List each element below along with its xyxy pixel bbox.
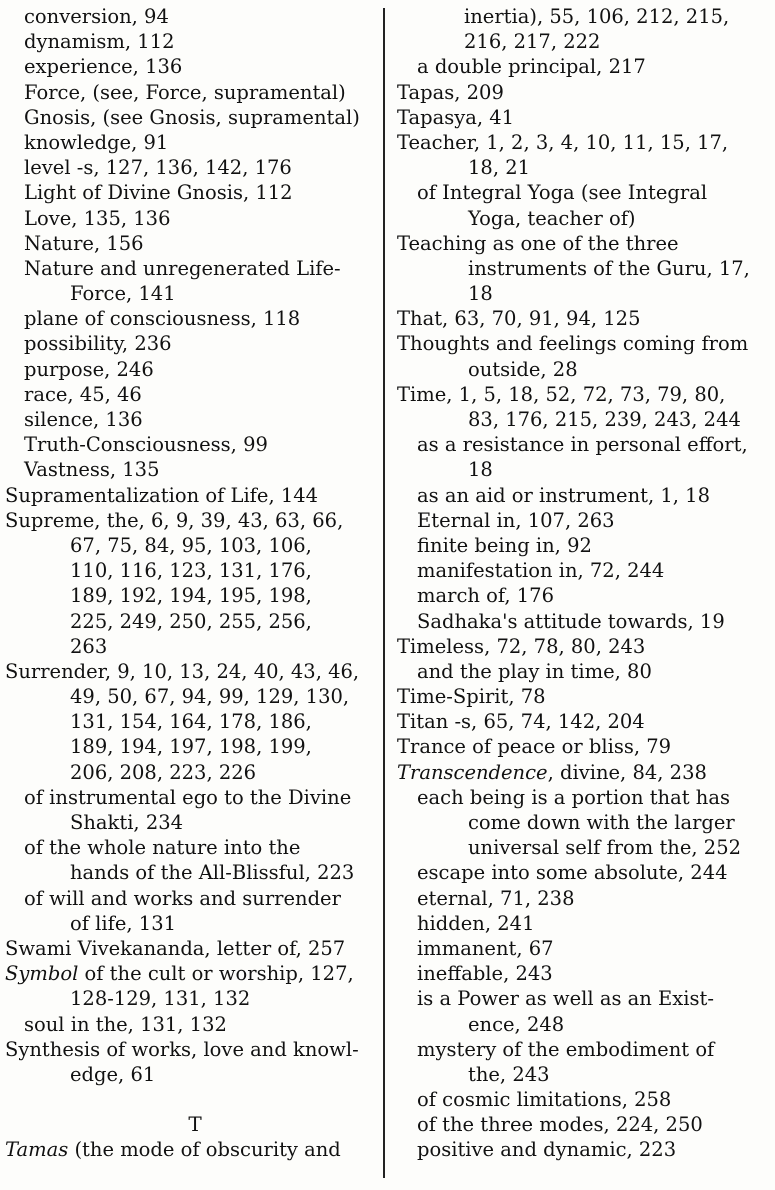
entry-text: eternal, 71, 238 xyxy=(417,886,575,910)
index-subentry xyxy=(0,1012,380,1037)
index-subentry xyxy=(394,911,775,936)
index-subentry xyxy=(394,180,775,205)
entry-text: outside, 28 xyxy=(468,357,578,381)
index-entry xyxy=(394,105,775,130)
index-entry xyxy=(394,709,775,734)
entry-text: manifestation in, 72, 244 xyxy=(417,559,665,583)
index-subentry xyxy=(0,357,380,382)
index-continuation xyxy=(0,860,380,885)
entry-text: of the three modes, 224, 250 xyxy=(417,1113,703,1137)
index-entry xyxy=(394,80,775,105)
entry-text: Time, 1, 5, 18, 52, 72, 73, 79, 80, xyxy=(397,382,726,406)
entry-text: mystery of the embodiment of xyxy=(417,1037,715,1061)
entry-text: That, 63, 70, 91, 94, 125 xyxy=(397,307,641,331)
entry-text: 18 xyxy=(468,282,493,306)
index-subentry xyxy=(0,835,380,860)
entry-text: Synthesis of works, love and knowl- xyxy=(5,1037,359,1061)
entry-text: T xyxy=(188,1112,202,1137)
entry-text: 225, 249, 250, 255, 256, xyxy=(70,609,312,633)
index-subentry xyxy=(0,180,380,205)
index-entry xyxy=(0,508,380,533)
entry-text: Force, 141 xyxy=(70,282,176,306)
index-subentry xyxy=(394,1037,775,1062)
index-continuation xyxy=(0,281,380,306)
entry-text: purpose, 246 xyxy=(24,357,154,381)
index-continuation xyxy=(394,810,775,835)
entry-text: 128-129, 131, 132 xyxy=(70,987,251,1011)
index-subentry xyxy=(0,382,380,407)
entry-text: of instrumental ego to the Divine xyxy=(24,785,352,809)
index-subentry xyxy=(394,961,775,986)
entry-text: Love, 135, 136 xyxy=(24,206,171,230)
index-continuation xyxy=(394,155,775,180)
entry-text: Light of Divine Gnosis, 112 xyxy=(24,181,293,205)
entry-text: Trance of peace or bliss, 79 xyxy=(397,735,672,759)
index-continuation xyxy=(394,407,775,432)
index-entry xyxy=(394,331,775,356)
entry-text: inertia), 55, 106, 212, 215, xyxy=(464,5,730,28)
index-subentry xyxy=(0,105,380,130)
entry-text: 263 xyxy=(70,634,108,658)
index-subentry xyxy=(0,407,380,432)
entry-text: Vastness, 135 xyxy=(24,458,160,482)
index-subentry xyxy=(0,886,380,911)
entry-text: is a Power as well as an Exist- xyxy=(417,987,714,1011)
entry-text: 131, 154, 164, 178, 186, xyxy=(70,710,312,734)
index-subentry xyxy=(0,432,380,457)
entry-text: knowledge, 91 xyxy=(24,130,169,154)
entry-text: Surrender, 9, 10, 13, 24, 40, 43, 46, xyxy=(5,659,360,683)
index-subentry xyxy=(394,54,775,79)
index-subentry xyxy=(394,609,775,634)
index-continuation xyxy=(394,281,775,306)
index-subentry xyxy=(394,508,775,533)
entry-text: Nature, 156 xyxy=(24,231,144,255)
index-continuation xyxy=(0,558,380,583)
index-continuation xyxy=(0,810,380,835)
index-continuation xyxy=(394,1012,775,1037)
index-continuation xyxy=(0,911,380,936)
section-letter-heading xyxy=(0,1112,380,1137)
index-subentry xyxy=(394,1087,775,1112)
entry-text: level -s, 127, 136, 142, 176 xyxy=(24,156,292,180)
entry-text: , divine, 84, 238 xyxy=(547,760,707,784)
column-divider xyxy=(383,8,385,1178)
entry-text: universal self from the, 252 xyxy=(468,836,742,860)
italic-term: Symbol xyxy=(5,962,79,986)
entry-text: Nature and unregenerated Life- xyxy=(24,256,341,280)
index-subentry xyxy=(394,659,775,684)
index-subentry xyxy=(394,785,775,810)
entry-text: of Integral Yoga (see Integral xyxy=(417,181,708,205)
entry-text: Teacher, 1, 2, 3, 4, 10, 11, 15, 17, xyxy=(397,130,729,154)
index-continuation xyxy=(394,357,775,382)
entry-text: Eternal in, 107, 263 xyxy=(417,508,615,532)
entry-text: Timeless, 72, 78, 80, 243 xyxy=(397,634,646,658)
italic-term: Tamas xyxy=(5,1138,69,1162)
entry-text: Thoughts and feelings coming from xyxy=(397,332,749,356)
index-continuation xyxy=(394,4,775,29)
entry-text: Sadhaka's attitude towards, 19 xyxy=(417,609,725,633)
entry-text: of will and works and surrender xyxy=(24,886,341,910)
index-continuation xyxy=(0,760,380,785)
index-continuation xyxy=(394,29,775,54)
index-entry xyxy=(0,659,380,684)
entry-text: Tapas, 209 xyxy=(397,80,504,104)
index-subentry xyxy=(0,4,380,29)
index-entry xyxy=(394,130,775,155)
entry-text: finite being in, 92 xyxy=(417,533,592,557)
entry-text: 206, 208, 223, 226 xyxy=(70,760,257,784)
index-continuation xyxy=(394,457,775,482)
entry-text: escape into some absolute, 244 xyxy=(417,861,728,885)
index-entry xyxy=(394,634,775,659)
right-index-column xyxy=(394,4,775,1163)
index-subentry xyxy=(0,457,380,482)
index-subentry xyxy=(394,1137,775,1162)
entry-text: edge, 61 xyxy=(70,1062,156,1086)
entry-text: hands of the All-Blissful, 223 xyxy=(70,861,355,885)
index-continuation xyxy=(0,634,380,659)
entry-text: race, 45, 46 xyxy=(24,382,142,406)
index-continuation xyxy=(0,684,380,709)
index-subentry xyxy=(394,1112,775,1137)
index-continuation xyxy=(0,1062,380,1087)
index-continuation xyxy=(0,986,380,1011)
index-subentry xyxy=(394,558,775,583)
entry-text: Yoga, teacher of) xyxy=(468,206,636,230)
index-entry xyxy=(394,684,775,709)
entry-text: immanent, 67 xyxy=(417,936,554,960)
index-subentry xyxy=(394,936,775,961)
index-continuation xyxy=(0,734,380,759)
index-entry xyxy=(0,483,380,508)
entry-text: hidden, 241 xyxy=(417,911,535,935)
index-subentry xyxy=(0,785,380,810)
entry-text: 67, 75, 84, 95, 103, 106, xyxy=(70,533,312,557)
entry-text: 110, 116, 123, 131, 176, xyxy=(70,559,312,583)
entry-text: positive and dynamic, 223 xyxy=(417,1138,677,1162)
entry-text: plane of consciousness, 118 xyxy=(24,307,301,331)
entry-text: of the cult or worship, 127, xyxy=(78,962,354,986)
entry-text: Teaching as one of the three xyxy=(397,231,679,255)
entry-text: Shakti, 234 xyxy=(70,811,184,834)
index-entry xyxy=(394,734,775,759)
entry-text: 189, 192, 194, 195, 198, xyxy=(70,584,312,608)
index-subentry xyxy=(394,483,775,508)
entry-text: Swami Vivekananda, letter of, 257 xyxy=(5,936,346,960)
index-continuation xyxy=(0,709,380,734)
entry-text: instruments of the Guru, 17, xyxy=(468,256,750,280)
entry-text: come down with the larger xyxy=(468,811,735,834)
index-subentry xyxy=(0,80,380,105)
entry-text: march of, 176 xyxy=(417,584,554,608)
entry-text: experience, 136 xyxy=(24,55,183,79)
index-subentry xyxy=(394,533,775,558)
entry-text: Time-Spirit, 78 xyxy=(397,685,546,709)
entry-text: each being is a portion that has xyxy=(417,785,730,809)
entry-text: 189, 194, 197, 198, 199, xyxy=(70,735,312,759)
entry-text: of the whole nature into the xyxy=(24,836,301,860)
index-continuation xyxy=(0,609,380,634)
index-subentry xyxy=(0,29,380,54)
index-subentry xyxy=(394,860,775,885)
entry-text: ineffable, 243 xyxy=(417,962,553,986)
index-entry xyxy=(0,961,380,986)
entry-text: the, 243 xyxy=(468,1062,550,1086)
entry-text: as a resistance in personal effort, xyxy=(417,433,748,457)
index-subentry xyxy=(0,206,380,231)
index-subentry xyxy=(394,432,775,457)
index-continuation xyxy=(394,835,775,860)
entry-text: (the mode of obscurity and xyxy=(68,1138,341,1162)
index-entry xyxy=(0,1037,380,1062)
entry-text: a double principal, 217 xyxy=(417,55,646,79)
index-entry xyxy=(0,1137,380,1162)
entry-text: conversion, 94 xyxy=(24,5,169,28)
index-subentry xyxy=(0,331,380,356)
blank-line xyxy=(0,1087,380,1112)
index-continuation xyxy=(0,533,380,558)
index-subentry xyxy=(0,54,380,79)
entry-text: 49, 50, 67, 94, 99, 129, 130, xyxy=(70,685,350,709)
left-index-column xyxy=(0,4,380,1163)
entry-text: Force, (see, Force, supramental) xyxy=(24,80,346,104)
entry-text: Titan -s, 65, 74, 142, 204 xyxy=(397,710,645,734)
index-subentry xyxy=(0,231,380,256)
index-entry xyxy=(394,306,775,331)
entry-text: of cosmic limitations, 258 xyxy=(417,1088,672,1112)
index-entry xyxy=(394,382,775,407)
index-entry xyxy=(394,231,775,256)
entry-text: Tapasya, 41 xyxy=(397,105,515,129)
index-subentry xyxy=(394,886,775,911)
italic-term: Transcendence xyxy=(397,760,548,784)
entry-text: 83, 176, 215, 239, 243, 244 xyxy=(468,408,741,431)
entry-text: Supreme, the, 6, 9, 39, 43, 63, 66, xyxy=(5,508,344,532)
entry-text: Gnosis, (see Gnosis, supramental) xyxy=(24,105,360,129)
entry-text: Truth-Consciousness, 99 xyxy=(24,433,268,457)
index-subentry xyxy=(0,256,380,281)
index-continuation xyxy=(394,256,775,281)
entry-text: silence, 136 xyxy=(24,408,143,431)
entry-text: dynamism, 112 xyxy=(24,30,175,54)
index-subentry xyxy=(0,306,380,331)
entry-text: 18, 21 xyxy=(468,156,531,180)
index-subentry xyxy=(394,583,775,608)
entry-text: possibility, 236 xyxy=(24,332,172,356)
index-continuation xyxy=(0,583,380,608)
entry-text: ence, 248 xyxy=(468,1012,565,1036)
index-continuation xyxy=(394,206,775,231)
index-continuation xyxy=(394,1062,775,1087)
entry-text: 216, 217, 222 xyxy=(464,30,601,54)
index-entry xyxy=(0,936,380,961)
entry-text: and the play in time, 80 xyxy=(417,659,652,683)
index-subentry xyxy=(394,986,775,1011)
entry-text: of life, 131 xyxy=(70,911,177,935)
entry-text: Supramentalization of Life, 144 xyxy=(5,483,319,507)
entry-text: soul in the, 131, 132 xyxy=(24,1012,227,1036)
index-subentry xyxy=(0,130,380,155)
entry-text: 18 xyxy=(468,458,493,482)
index-entry xyxy=(394,760,775,785)
index-subentry xyxy=(0,155,380,180)
entry-text: as an aid or instrument, 1, 18 xyxy=(417,483,710,507)
